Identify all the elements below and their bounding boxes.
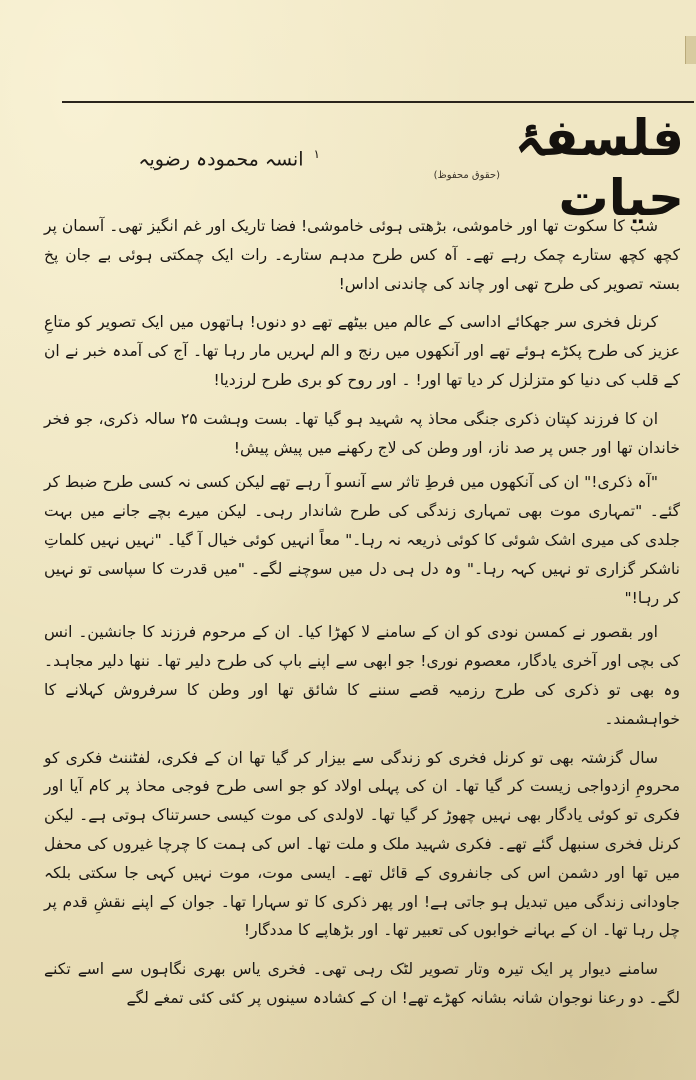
paragraph-7: سامنے دیوار پر ایک تیرہ وتار تصویر لٹک رہی تھی۔ فخری یاس بھری نگاہوں سے اسے تکنے لگے۔ دو رعنا نوجوان شانہ بشانہ کھڑے تھے! ان کے کشادہ سینوں پر کئی کئی تمغے لگے: [44, 960, 680, 1007]
header-rule: [62, 101, 694, 103]
paragraph-3: ان کا فرزند کپتان ذکری جنگی محاذ پہ شہید ہو گیا تھا۔ بست وہشت ۲۵ سالہ ذکری، جو فخر خاندان تھا اور جس پر صد ناز، اور وطن کی لاج رکھنے میں پیش پیش!: [44, 409, 680, 457]
paragraph-1: شب کا سکوت تھا اور خاموشی، بڑھتی ہوئی خاموشی! فضا تاریک اور غم انگیز تھی۔ آسمان پر کچھ کچھ ستارے چمک رہے تھے۔ آہ کس طرح مدہم ستارے۔ رات ایک چمکتی ہوئی بے جان پخ بستہ تصویر کی طرح تھی اور چاند کی چاندنی اداس!: [44, 217, 680, 293]
author-mark: ۱: [313, 147, 320, 161]
page-edge-tab: [685, 36, 696, 64]
author-name: انسہ محمودہ رضویہ: [138, 148, 304, 171]
author-byline: [60, 139, 320, 174]
paragraph-5: اور بقصور نے کمسن نودی کو ان کے سامنے لا کھڑا کیا۔ ان کے مرحوم فرزند کا جانشین۔ انس کی بچی اور آخری یادگار، معصوم نوری! جو ابھی سے اپنے باپ کی طرح دلیر تھا۔ ننھا دلیر مجاہد۔ وہ بھی تو ذکری کی طرح رزمیہ قصے سننے کا شائق تھا اور وطن کا سرفروش کہلانے کا خواہشمند۔: [44, 623, 680, 728]
article-body: [44, 212, 680, 1023]
rights-note: (حقوق محفوظ): [433, 170, 500, 181]
article-title: فلسفۂ حیات: [514, 109, 684, 227]
paragraph-2: کرنل فخری سر جھکائے اداسی کے عالم میں بیٹھے تھے دو دنوں! ہاتھوں میں ایک تصویر کو متاعِ عزیز کی طرح پکڑے ہوئے تھے اور آنکھوں میں رنج و الم لہریں مار رہا تھا۔ آج کی آمدہ خبر نے ان کے قلب کی دنیا کو متزلزل کر دیا تھا اور! ۔ اور روح کو بری طرح لرزدیا!: [44, 313, 680, 389]
paragraph-4: "آہ ذکری!" ان کی آنکھوں میں فرطِ تاثر سے آنسو آ رہے تھے لیکن کسی نہ کسی طرح ضبط کر گئے۔ "تمہاری موت بھی تمہاری زندگی کی طرح شاندار رہی۔ لیکن میرے بچے جانے میں بہت جلدی کی میری اشک شوئی کا کوئی ذریعہ نہ رہا۔" معاً انہیں کوئی خیال آ گیا۔ "نہیں نہیں کلماتِ ناشکر گزاری تو نہیں کہہ رہا۔" وہ دل ہی دل میں سوچنے لگے۔ "میں قدرت کا سپاسی تو نہیں کر رہا!": [44, 473, 680, 607]
paragraph-6: سال گزشتہ بھی تو کرنل فخری کو زندگی سے بیزار کر گیا تھا ان کے فکری، لفٹننٹ فکری کو محرومِ ازدواجی زیست کر گیا تھا۔ ان کی پہلی اولاد کو جو اسی طرح فوجی محاذ پر کام آیا اور فکری تو کوئی یادگار بھی نہیں چھوڑ کر گیا تھا۔ لاولدی کی موت کیسی حسرتناک ہوتی ہے۔ لیکن کرنل فخری سنبھل گئے تھے۔ فکری شہید ملک و ملت تھا۔ اس کی ہمت کا چرچا غیروں کی محفل میں تھا اور دشمن اس کی جانفروی کے قائل تھے۔ ایسی موت، موت نہیں کہی جا سکتی بلکہ جاودانی زندگی میں تبدیل ہو جاتی ہے! اور پھر ذکری کا تو سہارا تھا۔ جوان کے اپنے نقشِ قدم پر چل رہا تھا۔ ان کے بہانے خوابوں کی تعبیر تھا۔ اور بڑھاپے کا مددگار!: [44, 748, 680, 940]
